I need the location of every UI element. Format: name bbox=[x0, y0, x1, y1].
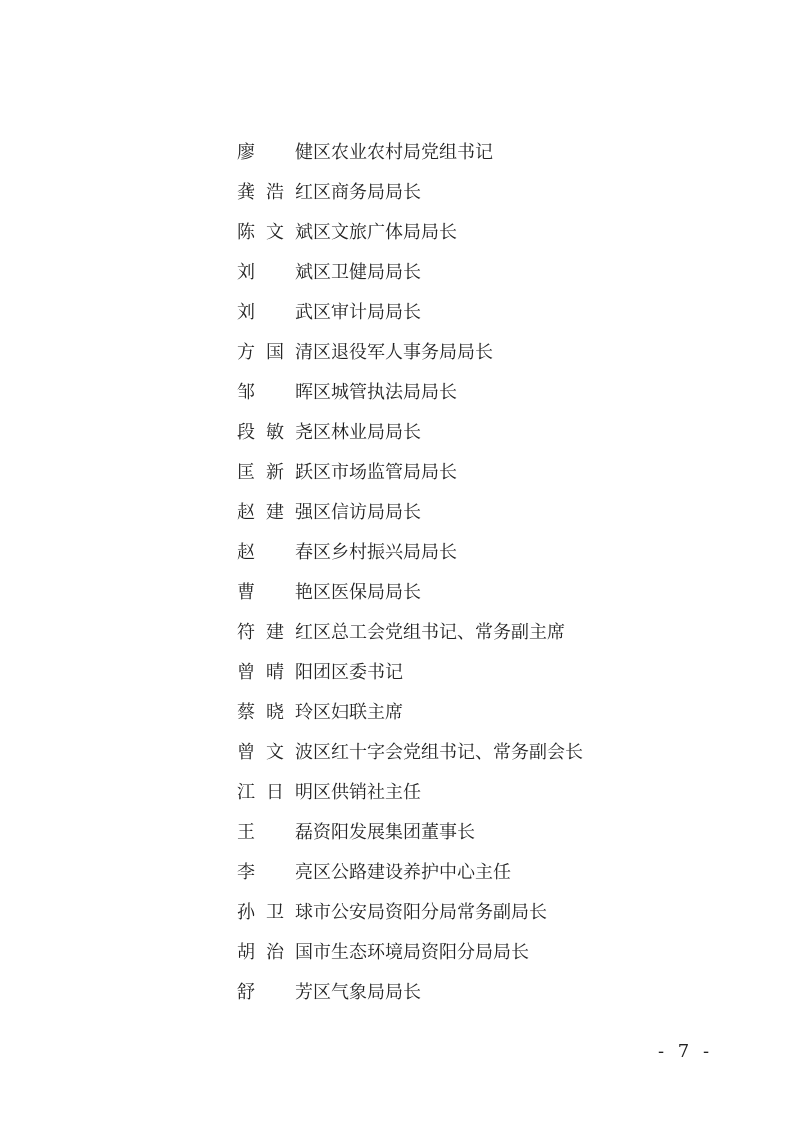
person-name: 陈文斌 bbox=[237, 222, 313, 243]
person-name: 刘 斌 bbox=[237, 262, 313, 283]
person-name: 曹 艳 bbox=[237, 582, 313, 603]
person-title: 区城管执法局局长 bbox=[313, 382, 457, 403]
person-name: 江日明 bbox=[237, 782, 313, 803]
list-item bbox=[237, 851, 583, 891]
person-title: 区文旅广体局局长 bbox=[313, 222, 457, 243]
list-item bbox=[237, 611, 583, 651]
list-item bbox=[237, 571, 583, 611]
person-title: 区妇联主席 bbox=[313, 702, 403, 723]
person-name: 曾文波 bbox=[237, 742, 313, 763]
person-name: 符建红 bbox=[237, 622, 313, 643]
list-item bbox=[237, 171, 583, 211]
person-name: 赵建强 bbox=[237, 502, 313, 523]
list-item bbox=[237, 411, 583, 451]
list-item bbox=[237, 531, 583, 571]
list-item bbox=[237, 291, 583, 331]
list-item bbox=[237, 971, 583, 1011]
person-name: 邹 晖 bbox=[237, 382, 313, 403]
person-title: 区总工会党组书记、常务副主席 bbox=[313, 622, 565, 643]
person-title: 区审计局局长 bbox=[313, 302, 421, 323]
person-name: 胡治国 bbox=[237, 942, 313, 963]
list-item bbox=[237, 371, 583, 411]
person-title: 区农业农村局党组书记 bbox=[313, 142, 493, 163]
list-item bbox=[237, 771, 583, 811]
list-item bbox=[237, 891, 583, 931]
person-name: 曾晴阳 bbox=[237, 662, 313, 683]
list-item bbox=[237, 691, 583, 731]
person-name: 赵 春 bbox=[237, 542, 313, 563]
person-name: 孙卫球 bbox=[237, 902, 313, 923]
person-title: 市公安局资阳分局常务副局长 bbox=[313, 902, 547, 923]
list-item bbox=[237, 451, 583, 491]
list-item bbox=[237, 251, 583, 291]
person-title: 区供销社主任 bbox=[313, 782, 421, 803]
person-title: 区林业局局长 bbox=[313, 422, 421, 443]
person-title: 团区委书记 bbox=[313, 662, 403, 683]
person-name: 龚浩红 bbox=[237, 182, 313, 203]
person-name: 蔡晓玲 bbox=[237, 702, 313, 723]
list-item bbox=[237, 331, 583, 371]
person-title: 区乡村振兴局局长 bbox=[313, 542, 457, 563]
list-item bbox=[237, 211, 583, 251]
list-item bbox=[237, 651, 583, 691]
person-name: 段敏尧 bbox=[237, 422, 313, 443]
person-title: 区气象局局长 bbox=[313, 982, 421, 1003]
person-title: 市生态环境局资阳分局局长 bbox=[313, 942, 529, 963]
person-name: 刘 武 bbox=[237, 302, 313, 323]
person-title: 区医保局局长 bbox=[313, 582, 421, 603]
list-item bbox=[237, 131, 583, 171]
person-name: 王 磊 bbox=[237, 822, 313, 843]
list-item bbox=[237, 811, 583, 851]
personnel-list bbox=[237, 131, 583, 1011]
person-title: 区信访局局长 bbox=[313, 502, 421, 523]
list-item bbox=[237, 931, 583, 971]
person-name: 廖 健 bbox=[237, 142, 313, 163]
person-title: 区卫健局局长 bbox=[313, 262, 421, 283]
person-name: 方国清 bbox=[237, 342, 313, 363]
person-name: 匡新跃 bbox=[237, 462, 313, 483]
page-number: - 7 - bbox=[658, 1041, 714, 1062]
person-title: 区市场监管局局长 bbox=[313, 462, 457, 483]
person-title: 区红十字会党组书记、常务副会长 bbox=[313, 742, 583, 763]
person-name: 李 亮 bbox=[237, 862, 313, 883]
person-title: 区退役军人事务局局长 bbox=[313, 342, 493, 363]
person-title: 区商务局局长 bbox=[313, 182, 421, 203]
person-title: 区公路建设养护中心主任 bbox=[313, 862, 511, 883]
list-item bbox=[237, 731, 583, 771]
person-title: 资阳发展集团董事长 bbox=[313, 822, 475, 843]
person-name: 舒 芳 bbox=[237, 982, 313, 1003]
list-item bbox=[237, 491, 583, 531]
